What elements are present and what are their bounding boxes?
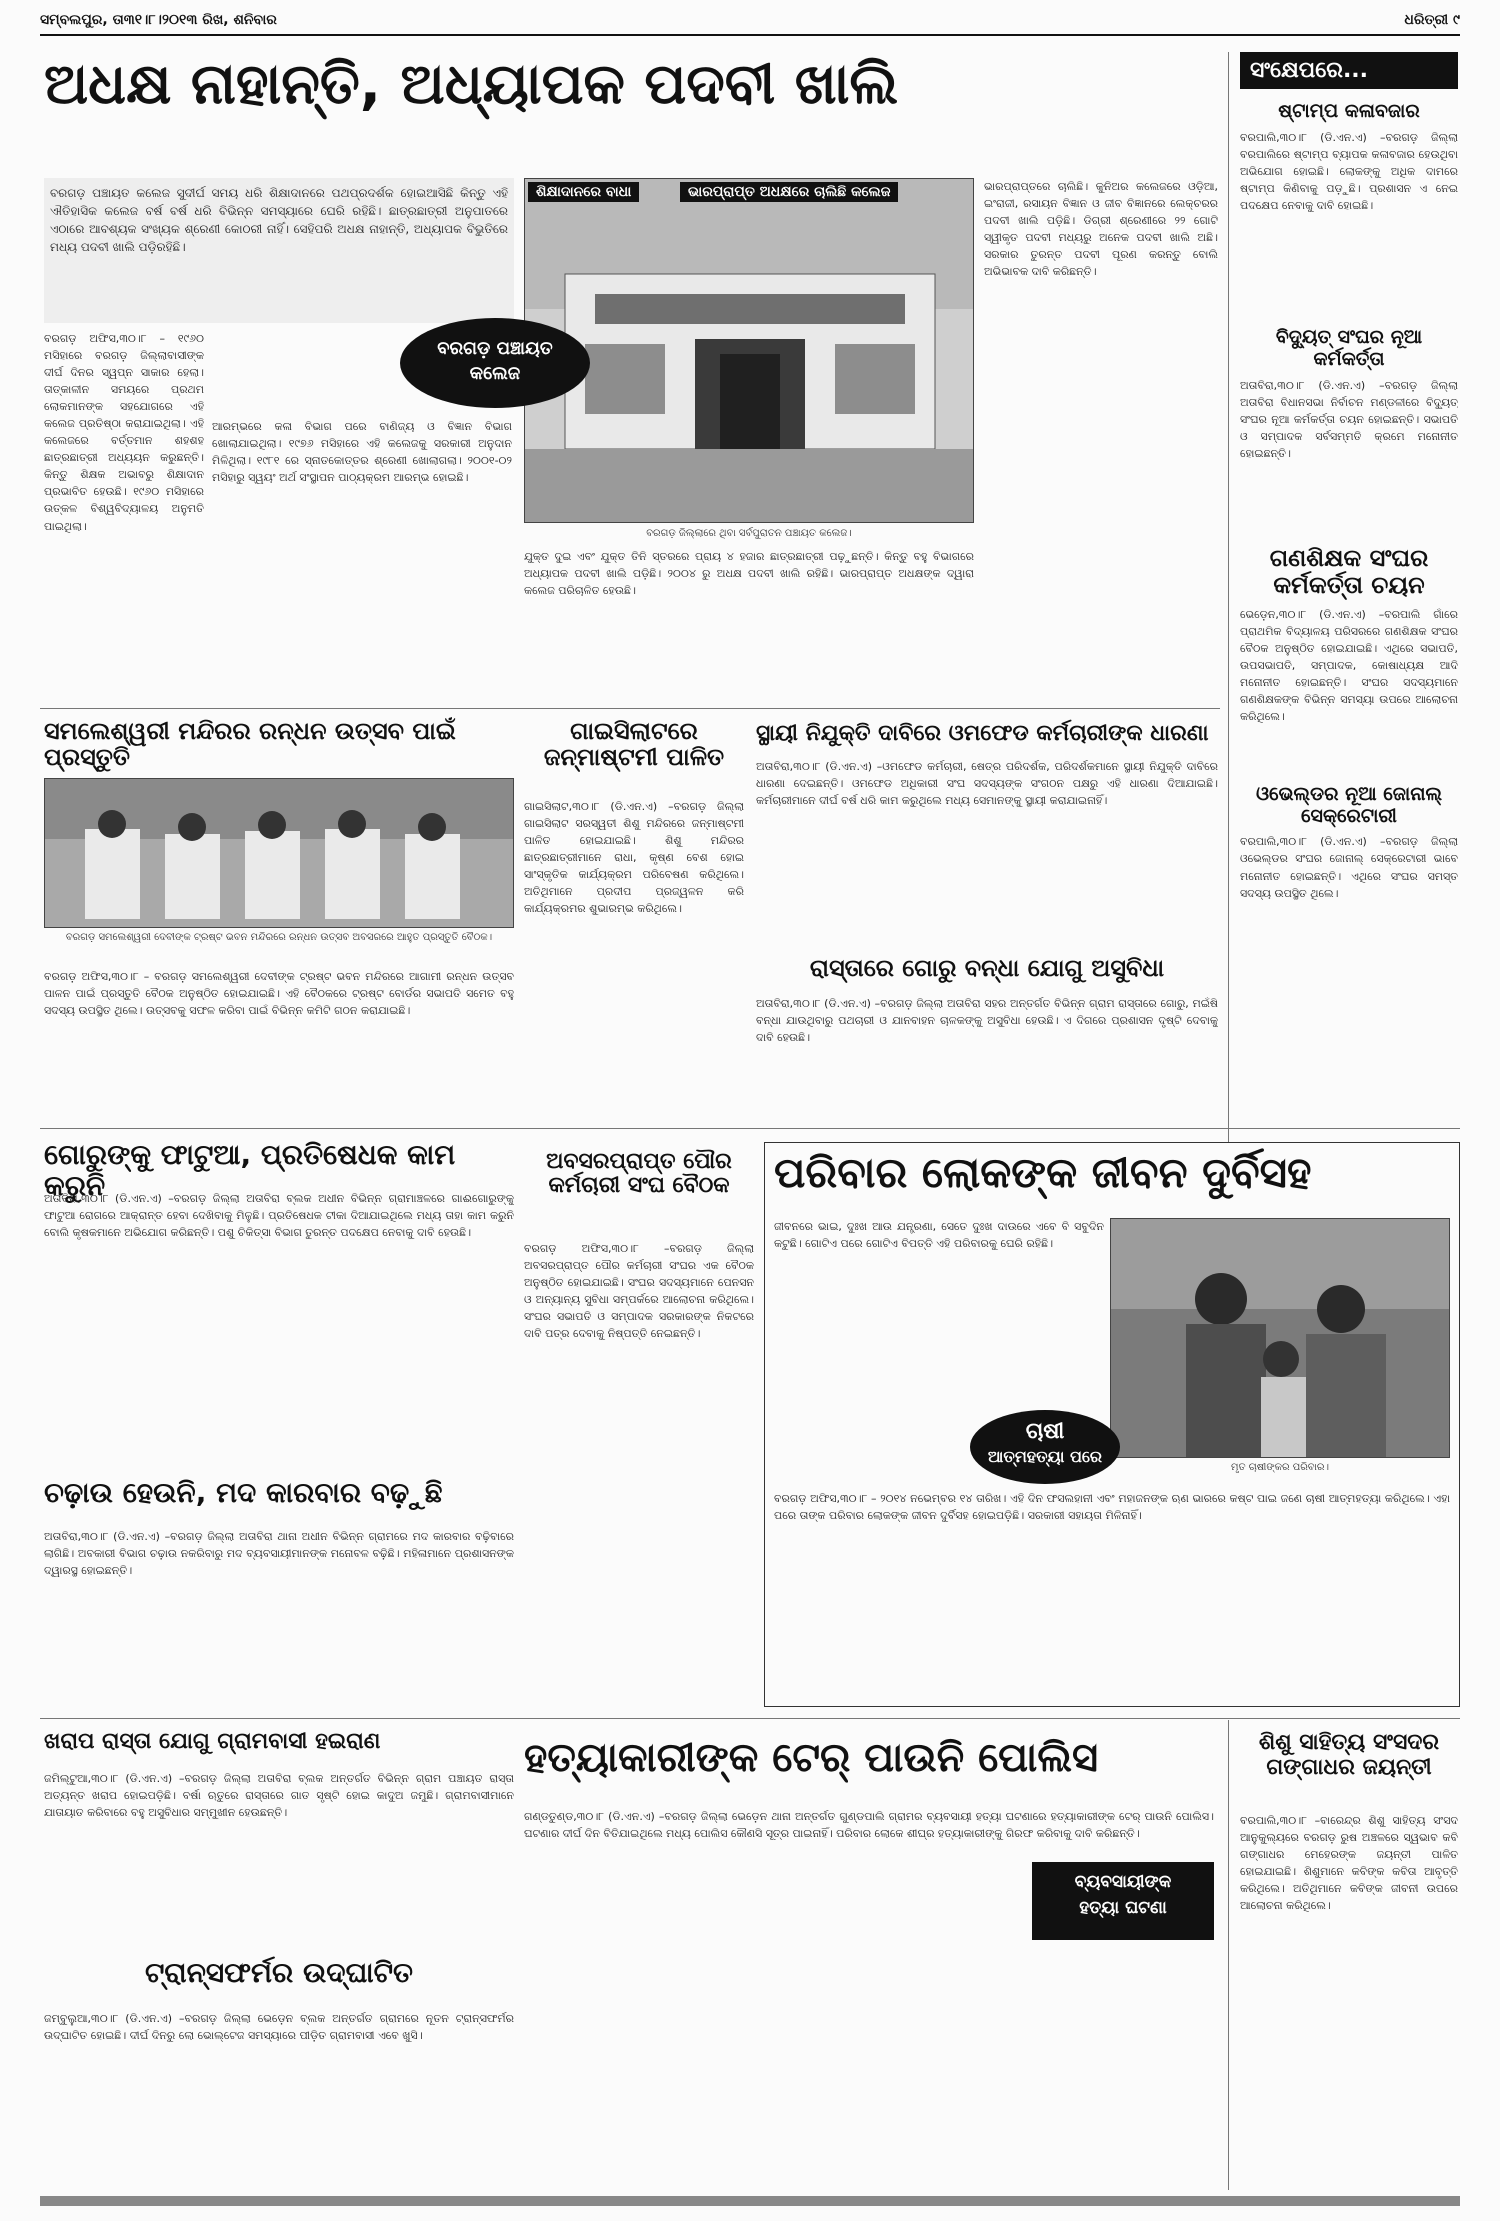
tag-left: ଶିକ୍ଷାଦାନରେ ବାଧା (528, 182, 639, 202)
brief-title: ବିଦ୍ୟୁତ୍ ସଂଘର ନୂଆ କର୍ମକର୍ତ୍ତା (1275, 325, 1423, 370)
bad-road-text: ଜମିଲ୍ଟୁଆ,୩୦।୮ (ଡି.ଏନ.ଏ) –ବରଗଡ଼ ଜିଲ୍ଲା ଅତାବିରା ବ୍ଲକ ଅନ୍ତର୍ଗତ ବିଭିନ୍ନ ଗ୍ରାମ ପଞ୍ଚାୟତ ରାସ୍ତା ଅତ୍ୟନ୍ତ ଖରାପ ହୋଇପଡ଼ିଛି। ବର୍ଷା ଋତୁରେ ରାସ୍ତାରେ ଗାତ ସୃଷ୍ଟି ହୋଇ କାଦୁଅ ଜମୁଛି। ଗ୍ରାମବାସୀମାନେ ଯାତାୟାତ କରିବାରେ ବହୁ ଅସୁବିଧାର ସମ୍ମୁଖୀନ ହେଉଛନ୍ତି। (44, 1772, 514, 1820)
murder-text: ଗଣ୍ଡତୁଣ୍ଡ,୩୦।୮ (ଡି.ଏନ.ଏ) –ବରଗଡ଼ ଜିଲ୍ଲା ଭେଡ଼େନ ଥାନା ଅନ୍ତର୍ଗତ ଗୁଣ୍ଡପାଲି ଗ୍ରାମର ବ୍ୟବସାୟୀ ହତ୍ୟା ଘଟଣାରେ ହତ୍ୟାକାରୀଙ୍କ ଟେର୍ ପାଉନି ପୋଲିସ। ଘଟଣାର ଦୀର୍ଘ ଦିନ ବିତିଯାଇଥିଲେ ମଧ୍ୟ ପୋଲିସ କୌଣସି ସୂତ୍ର ପାଇନାହିଁ। ପରିବାର ଲୋକେ ଶୀଘ୍ର ହତ୍ୟାକାରୀଙ୍କୁ ଗିରଫ କରିବାକୁ ଦାବି କରିଛନ୍ତି। (524, 1810, 1214, 1841)
main-col-4: ଭାରପ୍ରାପ୍ତରେ ଚାଲିଛି। କୁନିଅର କଲେଜରେ ଓଡ଼ିଆ, ଇଂରାଜୀ, ରସାୟନ ବିଜ୍ଞାନ ଓ ଜୀବ ବିଜ୍ଞାନରେ ଲେକ୍ଚରର ପଦବୀ ଖାଲି ପଡ଼ିଛି। ଡିଗ୍ରୀ ଶ୍ରେଣୀରେ ୨୨ ଗୋଟି ସ୍ୱୀକୃତ ପଦବୀ ମଧ୍ୟରୁ ଅନେକ ପଦବୀ ଖାଲି ଅଛି। ସରକାର ତୁରନ୍ତ ପଦବୀ ପୂରଣ କରନ୍ତୁ ବୋଲି ଅଭିଭାବକ ଦାବି କରିଛନ୍ତି। (984, 180, 1218, 279)
photo-caption: ବରଗଡ଼ ଜିଲ୍ଲାରେ ଥିବା ସର୍ବପୁରାତନ ପଞ୍ଚାୟତ କଲେଜ। (646, 528, 852, 539)
liquor-headline: ଚଢ଼ାଉ ହେଉନି, ମଦ କାରବାର ବଢ଼ୁଛି (44, 1476, 443, 1509)
transformer-text: ଜମ୍ବୁଲୁଆ,୩୦।୮ (ଡି.ଏନ.ଏ) –ବରଗଡ଼ ଜିଲ୍ଲା ଭେଡ଼େନ ବ୍ଲକ ଅନ୍ତର୍ଗତ ଗ୍ରାମରେ ନୂତନ ଟ୍ରାନ୍ସଫର୍ମର ଉଦ୍‌ଘାଟିତ ହୋଇଛି। ଦୀର୍ଘ ଦିନରୁ ଲୋ ଭୋଲ୍ଟେଜ ସମସ୍ୟାରେ ପୀଡ଼ିତ ଗ୍ରାମବାସୀ ଏବେ ଖୁସି। (44, 2012, 514, 2043)
sidebar-briefs (1240, 52, 1458, 902)
column-rule (1228, 1720, 1229, 2190)
masthead (40, 8, 1460, 32)
family-photo (1110, 1218, 1450, 1458)
main-headline: ଅଧକ୍ଷ ନାହାନ୍ତି, ଅଧ୍ୟାପକ ପଦବୀ ଖାଲି (44, 52, 899, 117)
murder-badge (1032, 1862, 1214, 1940)
murder-headline: ହତ୍ୟାକାରୀଙ୍କ ଟେର୍ ପାଉନି ପୋଲିସ (524, 1735, 1099, 1781)
transformer-headline: ଟ୍ରାନ୍ସଫର୍ମର ଉଦ୍‌ଘାଟିତ (144, 1956, 414, 1989)
farmer-badge (970, 1410, 1120, 1484)
brief-text: ବରପାଲି,୩୦।୮ (ଡି.ଏନ.ଏ) –ବରଗଡ଼ ଜିଲ୍ଲା ଓଭେଲ୍ଡର ସଂଘର ଜୋନାଲ୍ ସେକ୍ରେଟାରୀ ଭାବେ ମନୋନୀତ ହୋଇଛନ୍ତି। ଏଥିରେ ସଂଘର ସମସ୍ତ ସଦସ୍ୟ ଉପସ୍ଥିତ ଥିଲେ। (1240, 835, 1458, 900)
college-photo (524, 178, 974, 523)
gangadhar-headline: ଶିଶୁ ସାହିତ୍ୟ ସଂସଦର ଗଙ୍ଗାଧର ଜୟନ୍ତୀ (1258, 1730, 1440, 1781)
college-building-image (525, 179, 974, 523)
page-number: ୯ (1453, 12, 1460, 28)
omfed-text: ଅତାବିରା,୩୦।୮ (ଡି.ଏନ.ଏ) –ଓମଫେଡ କର୍ମଚାରୀ, ଷେତ୍ର ପରିଦର୍ଶକ, ପରିଦର୍ଶକମାନେ ସ୍ଥାୟୀ ନିଯୁକ୍ତି ଦାବିରେ ଧାରଣା ଦେଇଛନ୍ତି। ଓମଫେଡ ଅଧିକାରୀ ସଂଘ ସଦସ୍ୟଙ୍କ ସଂଗଠନ ପକ୍ଷରୁ ଏହି ଧାରଣା ଦିଆଯାଇଛି। କର୍ମଚାରୀମାନେ ଦୀର୍ଘ ବର୍ଷ ଧରି କାମ କରୁଥିଲେ ମଧ୍ୟ ସେମାନଙ୍କୁ ସ୍ଥାୟୀ କରାଯାଇନାହିଁ। (756, 760, 1218, 808)
section-rule (40, 708, 1220, 709)
omfed-headline: ସ୍ଥାୟୀ ନିଯୁକ୍ତି ଦାବିରେ ଓମଫେଡ କର୍ମଚାରୀଙ୍କ ଧାରଣା (756, 721, 1209, 746)
paper-name: ଧରିତ୍ରୀ ୯ (1404, 12, 1460, 28)
family-caption: ମୃତ ଚାଷୀଙ୍କର ପରିବାର। (1231, 1462, 1329, 1473)
brief-text: ଭେଡ଼େନ,୩୦।୮ (ଡି.ଏନ.ଏ) –ବରପାଲି ଗାଁରେ ପ୍ରାଥମିକ ବିଦ୍ୟାଳୟ ପରିସରରେ ଗଣଶିକ୍ଷକ ସଂଘର ବୈଠକ ଅନୁଷ୍ଠିତ ହୋଇଯାଇଛି। ଏଥିରେ ସଭାପତି, ଉପସଭାପତି, ସମ୍ପାଦକ, କୋଷାଧ୍ୟକ୍ଷ ଆଦି ମନୋନୀତ ହୋଇଛନ୍ତି। ସଂଘର ସଦସ୍ୟମାନେ ଗଣଶିକ୍ଷକଙ୍କ ବିଭିନ୍ନ ସମସ୍ୟା ଉପରେ ଆଲୋଚନା କରିଥିଲେ। (1240, 607, 1458, 723)
fatua-headline: ଗୋରୁଙ୍କୁ ଫାଟୁଆ, ପ୍ରତିଷେଧକ କାମ କରୁନି (44, 1138, 456, 1202)
samaleswari-headline: ସମଲେଶ୍ୱରୀ ମନ୍ଦିରର ରନ୍ଧନ ଉତ୍ସବ ପାଇଁ ପ୍ରସ୍ତୁତି (44, 717, 456, 772)
murder-badge-bottom: ହତ୍ୟା ଘଟଣା (1079, 1897, 1167, 1918)
farmer-badge-bottom: ଆତ୍ମହତ୍ୟା ପରେ (987, 1446, 1103, 1466)
farmer-text: ବରଗଡ଼ ଅଫିସ,୩୦।୮ – ୨୦୧୪ ନଭେମ୍ବର ୧୪ ତାରିଖ। ଏହି ଦିନ ଫସଲହାନୀ ଏବଂ ମହାଜନଙ୍କ ଋଣ ଭାରରେ କଷ୍ଟ ପାଇ ଜଣେ ଚାଷୀ ଆତ୍ମହତ୍ୟା କରିଥିଲେ। ଏହା ପରେ ତାଙ୍କ ପରିବାର ଲୋକଙ୍କ ଜୀବନ ଦୁର୍ବିସହ ହୋଇପଡ଼ିଛି। ସରକାରୀ ସହାୟତା ମିଳିନାହିଁ। (774, 1492, 1450, 1523)
section-rule (40, 1128, 1460, 1129)
liquor-text: ଅତାବିରା,୩୦।୮ (ଡି.ଏନ.ଏ) –ବରଗଡ଼ ଜିଲ୍ଲା ଅତାବିରା ଥାନା ଅଧୀନ ବିଭିନ୍ନ ଗ୍ରାମରେ ମଦ କାରବାର ବଢ଼ିବାରେ ଲାଗିଛି। ଅବକାରୀ ବିଭାଗ ଚଢ଼ାଉ ନକରିବାରୁ ମଦ ବ୍ୟବସାୟୀମାନଙ୍କ ମନୋବଳ ବଢ଼ିଛି। ମହିଳାମାନେ ପ୍ରଶାସନଙ୍କ ଦ୍ୱାରସ୍ଥ ହୋଇଛନ୍ତି। (44, 1530, 514, 1578)
gangadhar-text: ବରପାଲି,୩୦।୮ –ବାରେନ୍ଦ୍ର ଶିଶୁ ସାହିତ୍ୟ ସଂସଦ ଆନୁକୁଲ୍ୟରେ ବରଗଡ଼ ରୁଷ ଅଞ୍ଚଳରେ ସ୍ୱଭାବ କବି ଗଙ୍ଗାଧର ମେହେରଙ୍କ ଜୟନ୍ତୀ ପାଳିତ ହୋଇଯାଇଛି। ଶିଶୁମାନେ କବିଙ୍କ କବିତା ଆବୃତ୍ତି କରିଥିଲେ। ଅତିଥିମାନେ କବିଙ୍କ ଜୀବନୀ ଉପରେ ଆଲୋଚନା କରିଥିଲେ। (1240, 1814, 1458, 1913)
fatua-text: ଅତାବିରା,୩୦।୮ (ଡି.ଏନ.ଏ) –ବରଗଡ଼ ଜିଲ୍ଲା ଅତାବିରା ବ୍ଲକ ଅଧୀନ ବିଭିନ୍ନ ଗ୍ରାମାଞ୍ଚଳରେ ଗାଈଗୋରୁଙ୍କୁ ଫାଟୁଆ ରୋଗରେ ଆକ୍ରାନ୍ତ ହେବା ଦେଖିବାକୁ ମିଳୁଛି। ପ୍ରତିଷେଧକ ଟୀକା ଦିଆଯାଇଥିଲେ ମଧ୍ୟ ତାହା କାମ କରୁନି ବୋଲି କୃଷକମାନେ ଅଭିଯୋଗ କରିଛନ୍ତି। ପଶୁ ଚିକିତ୍ସା ବିଭାଗ ତୁରନ୍ତ ପଦକ୍ଷେପ ନେବାକୁ ଦାବି ହେଉଛି। (44, 1192, 514, 1240)
bad-road-headline: ଖରାପ ରାସ୍ତା ଯୋଗୁ ଗ୍ରାମବାସୀ ହଇରାଣ (44, 1729, 381, 1754)
footer-bar (40, 2196, 1460, 2206)
section-rule (40, 1718, 1460, 1719)
main-col-1: ବରଗଡ଼ ଅଫିସ,୩୦।୮ – ୧୯୬୦ ମସିହାରେ ବରଗଡ଼ ଜିଲ୍ଲାବାସୀଙ୍କ ଦୀର୍ଘ ଦିନର ସ୍ୱପ୍ନ ସାକାର ହେଲା। ତାତ୍କାଳୀନ ସମୟରେ ପ୍ରଥମ ଲୋକମାନଙ୍କ ସହଯୋଗରେ ଏହି କଲେଜ ପ୍ରତିଷ୍ଠା କରାଯାଇଥିଲା। ଏହି କଲେଜରେ ବର୍ତ୍ତମାନ ଶହଶହ ଛାତ୍ରଛାତ୍ରୀ ଅଧ୍ୟୟନ କରୁଛନ୍ତି। କିନ୍ତୁ ଶିକ୍ଷକ ଅଭାବରୁ ଶିକ୍ଷାଦାନ ପ୍ରଭାବିତ ହେଉଛି। ୧୯୬୦ ମସିହାରେ ଉତ୍କଳ ବିଶ୍ୱବିଦ୍ୟାଳୟ ଅନୁମତି ପାଇଥିଲା। (44, 332, 204, 533)
brief-title: ଗଣଶିକ୍ଷକ ସଂଘର କର୍ମକର୍ତ୍ତା ଚୟନ (1269, 543, 1429, 600)
main-col-3: ଯୁକ୍ତ ଦୁଇ ଏବଂ ଯୁକ୍ତ ତିନି ସ୍ତରରେ ପ୍ରାୟ ୪ ହଜାର ଛାତ୍ରଛାତ୍ରୀ ପଢ଼ୁଛନ୍ତି। କିନ୍ତୁ ବହୁ ବିଭାଗରେ ଅଧ୍ୟାପକ ପଦବୀ ଖାଲି ପଡ଼ିଛି। ୨୦୦୪ ରୁ ଅଧକ୍ଷ ପଦବୀ ଖାଲି ରହିଛି। ଭାରପ୍ରାପ୍ତ ଅଧକ୍ଷଙ୍କ ଦ୍ୱାରା କଲେଜ ପରିଚାଳିତ ହେଉଛି। (524, 550, 974, 598)
pensioners-headline: ଅବସରପ୍ରାପ୍ତ ପୌର କର୍ମଚାରୀ ସଂଘ ବୈଠକ (546, 1149, 732, 1199)
cattle-text: ଅତାବିରା,୩୦।୮ (ଡି.ଏନ.ଏ) –ବରଗଡ଼ ଜିଲ୍ଲା ଅତାବିରା ସହର ଅନ୍ତର୍ଗତ ବିଭିନ୍ନ ଗ୍ରାମ ରାସ୍ତାରେ ଗୋରୁ, ମଇଁଷି ବନ୍ଧା ଯାଉଥିବାରୁ ପଥଚାରୀ ଓ ଯାନବାହନ ଚାଳକଙ୍କୁ ଅସୁବିଧା ହେଉଛି। ଏ ଦିଗରେ ପ୍ରଶାସନ ଦୃଷ୍ଟି ଦେବାକୁ ଦାବି ହେଉଛି। (756, 997, 1218, 1045)
brief-text: ଅତାବିରା,୩୦।୮ (ଡି.ଏନ.ଏ) –ବରଗଡ଼ ଜିଲ୍ଲା ଅତାବିରା ବିଧାନସଭା ନିର୍ବାଚନ ମଣ୍ଡଳୀରେ ବିଦ୍ୟୁତ୍ ସଂଘର ନୂଆ କର୍ମକର୍ତ୍ତା ଚୟନ ହୋଇଛନ୍ତି। ସଭାପତି ଓ ସମ୍ପାଦକ ସର୍ବସମ୍ମତି କ୍ରମେ ମନୋନୀତ ହୋଇଛନ୍ତି। (1240, 378, 1458, 460)
farmer-lead: ଜୀବନରେ ଭାଇ, ଦୁଃଖ ଆଉ ଯନ୍ତ୍ରଣା, ସେତେ ଦୁଃଖ ଦାଉରେ ଏବେ ବି ସବୁଦିନ କଟୁଛି। ଗୋଟିଏ ପରେ ଗୋଟିଏ ବିପତ୍ତି ଏହି ପରିବାରକୁ ଘେରି ରହିଛି। (774, 1220, 1104, 1251)
pensioners-text: ବରଗଡ଼ ଅଫିସ,୩୦।୮ –ବରଗଡ଼ ଜିଲ୍ଲା ଅବସରପ୍ରାପ୍ତ ପୌର କର୍ମଚାରୀ ସଂଘର ଏକ ବୈଠକ ଅନୁଷ୍ଠିତ ହୋଇଯାଇଛି। ସଂଘର ସଦସ୍ୟମାନେ ପେନସନ ଓ ଅନ୍ୟାନ୍ୟ ସୁବିଧା ସମ୍ପର୍କରେ ଆଲୋଚନା କରିଥିଲେ। ସଂଘର ସଭାପତି ଓ ସମ୍ପାଦକ ସରକାରଙ୍କ ନିକଟରେ ଦାବି ପତ୍ର ଦେବାକୁ ନିଷ୍ପତ୍ତି ନେଇଛନ୍ତି। (524, 1242, 754, 1341)
murder-badge-top: ବ୍ୟବସାୟୀଙ୍କ (1074, 1872, 1172, 1892)
masthead-rule (40, 34, 1460, 36)
dateline: ସମ୍ବଲପୁର, ତା୩୧।୮।୨୦୧୩ ରିଖ, ଶନିବାର (40, 12, 277, 28)
brief-text: ବରପାଲି,୩୦।୮ (ଡି.ଏନ.ଏ) –ବରଗଡ଼ ଜିଲ୍ଲା ବରପାଲିରେ ଷ୍ଟାମ୍ପ ବ୍ୟାପକ କଳାବଜାର ହେଉଥିବା ଅଭିଯୋଗ ହୋଇଛି। ଲୋକଙ୍କୁ ଅଧିକ ଦାମରେ ଷ୍ଟାମ୍ପ କିଣିବାକୁ ପଡ଼ୁଛି। ପ୍ରଶାସନ ଏ ନେଇ ପଦକ୍ଷେପ ନେବାକୁ ଦାବି ହୋଇଛି। (1240, 130, 1458, 213)
janmashtami-text: ଗାଇସିଲାଟ,୩୦।୮ (ଡି.ଏନ.ଏ) –ବରଗଡ଼ ଜିଲ୍ଲା ଗାଇସିଲାଟ ସରସ୍ୱତୀ ଶିଶୁ ମନ୍ଦିରରେ ଜନ୍ମାଷ୍ଟମୀ ପାଳିତ ହୋଇଯାଇଛି। ଶିଶୁ ମନ୍ଦିରର ଛାତ୍ରଛାତ୍ରୀମାନେ ରାଧା, କୃଷ୍ଣ ବେଶ ହୋଇ ସାଂସ୍କୃତିକ କାର୍ଯ୍ୟକ୍ରମ ପରିବେଷଣ କରିଥିଲେ। ଅତିଥିମାନେ ପ୍ରଦୀପ ପ୍ରଜ୍ୱଳନ କରି କାର୍ଯ୍ୟକ୍ରମର ଶୁଭାରମ୍ଭ କରିଥିଲେ। (524, 800, 744, 916)
meeting-photo (44, 778, 514, 928)
brief-title: ଷ୍ଟାମ୍ପ କଳାବଜାର (1278, 100, 1420, 122)
cattle-headline: ରାସ୍ତାରେ ଗୋରୁ ବନ୍ଧା ଯୋଗୁ ଅସୁବିଧା (809, 954, 1165, 982)
family-image (1111, 1219, 1450, 1458)
meeting-caption: ବରଗଡ଼ ସମଲେଶ୍ୱରୀ ଦେବୀଙ୍କ ଟ୍ରଷ୍ଟ ଭବନ ମନ୍ଦିରରେ ରନ୍ଧନ ଉତ୍ସବ ଅବସରରେ ଆହୁତ ପ୍ରସ୍ତୁତି ବୈଠକ। (65, 932, 493, 943)
farmer-headline: ପରିବାର ଲୋକଙ୍କ ଜୀବନ ଦୁର୍ବିସହ (774, 1148, 1312, 1197)
column-rule (1228, 52, 1229, 1142)
tag-right: ଭାରପ୍ରାପ୍ତ ଅଧକ୍ଷରେ ଚାଲିଛି କଲେଜ (680, 182, 898, 202)
janmashtami-headline: ଗାଇସିଲାଟରେ ଜନ୍ମାଷ୍ଟମୀ ପାଳିତ (543, 717, 725, 772)
main-lead: ବରଗଡ଼ ପଞ୍ଚାୟତ କଲେଜ ସୁଦୀର୍ଘ ସମୟ ଧରି ଶିକ୍ଷାଦାନରେ ପଥପ୍ରଦର୍ଶକ ହୋଇଆସିଛି କିନ୍ତୁ ଏହି ଐତିହାସିକ କଲେଜ ବର୍ଷ ବର୍ଷ ଧରି ବିଭିନ୍ନ ସମସ୍ୟାରେ ଘେରି ରହିଛି। ଛାତ୍ରଛାତ୍ରୀ ଅନୁପାତରେ ଏଠାରେ ଆବଶ୍ୟକ ସଂଖ୍ୟକ ଶ୍ରେଣୀ କୋଠରୀ ନାହିଁ। ସେହିପରି ଅଧକ୍ଷ ନାହାନ୍ତି, ଅଧ୍ୟାପକ ବିଭୁତିରେ ମଧ୍ୟ ପଦବୀ ଖାଲି ପଡ଼ିରହିଛି। (44, 178, 514, 323)
main-col-2: ଆରମ୍ଭରେ କଳା ବିଭାଗ ପରେ ବାଣିଜ୍ୟ ଓ ବିଜ୍ଞାନ ବିଭାଗ ଖୋଲାଯାଇଥିଲା। ୧୯୭୬ ମସିହାରେ ଏହି କଲେଜକୁ ସରକାରୀ ଅନୁଦାନ ମିଳିଥିଲା। ୧୯୮୧ ରେ ସ୍ନାତକୋତ୍ତର ଶ୍ରେଣୀ ଖୋଲାଗଲା। ୨୦୦୧-୦୨ ମସିହାରୁ ସ୍ୱୟଂ ଅର୍ଥ ସଂସ୍ଥାପନ ପାଠ୍ୟକ୍ରମ ଆରମ୍ଭ ହୋଇଛି। (212, 420, 512, 485)
farmer-badge-top: ଚାଷୀ (1025, 1419, 1065, 1444)
sidebar-header: ସଂକ୍ଷେପରେ... (1240, 52, 1458, 89)
college-badge: ବରଗଡ଼ ପଞ୍ଚାୟତ କଲେଜ (400, 318, 590, 408)
samaleswari-text: ବରଗଡ଼ ଅଫିସ,୩୦।୮ – ବରଗଡ଼ ସମଲେଶ୍ୱରୀ ଦେବୀଙ୍କ ଟ୍ରଷ୍ଟ ଭବନ ମନ୍ଦିରରେ ଆଗାମୀ ରନ୍ଧନ ଉତ୍ସବ ପାଳନ ପାଇଁ ପ୍ରସ୍ତୁତି ବୈଠକ ଅନୁଷ୍ଠିତ ହୋଇଯାଇଛି। ଏହି ବୈଠକରେ ଟ୍ରଷ୍ଟ ବୋର୍ଡର ସଭାପତି ସମେତ ବହୁ ସଦସ୍ୟ ଉପସ୍ଥିତ ଥିଲେ। ଉତ୍ସବକୁ ସଫଳ କରିବା ପାଇଁ ବିଭିନ୍ନ କମିଟି ଗଠନ କରାଯାଇଛି। (44, 970, 514, 1018)
meeting-image (45, 779, 514, 928)
brief-title: ଓଭେଲ୍ଡର ନୂଆ ଜୋନାଲ୍ ସେକ୍ରେଟାରୀ (1255, 782, 1443, 827)
